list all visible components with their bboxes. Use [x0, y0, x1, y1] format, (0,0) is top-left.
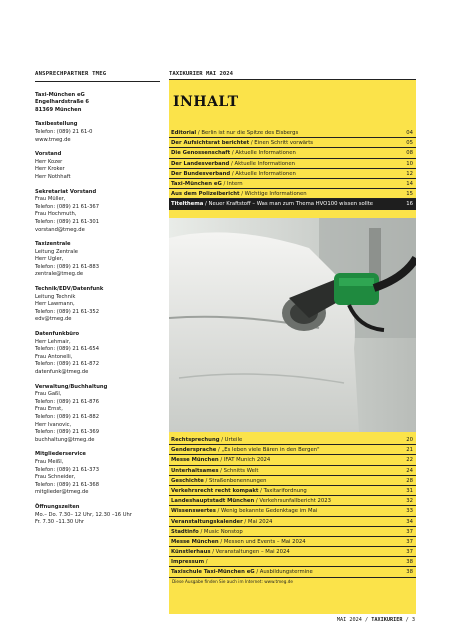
toc-entry[interactable]: [169, 128, 416, 138]
toc-entry[interactable]: [169, 179, 416, 189]
contact-line: Herr Nothhaft: [35, 173, 71, 180]
contact-block: [35, 384, 160, 445]
toc-entry-page: 38: [406, 559, 413, 566]
toc-bottom-panel: [169, 432, 416, 614]
contacts-header: ANSPRECHPARTNER TMEG: [35, 71, 160, 82]
toc-entry-page: 08: [406, 150, 413, 157]
contact-block-title: Öffnungszeiten: [35, 503, 80, 510]
toc-entry-page: 10: [406, 160, 413, 167]
contact-line: buchhaltung@tmeg.de: [35, 436, 95, 443]
contact-line: Herr Lehmair,: [35, 338, 71, 345]
footer-magazine: TAXIKURIER: [371, 617, 403, 623]
toc-title: INHALT: [173, 94, 239, 110]
toc-entry-topic: / Verkehrsunfallbericht 2023: [254, 498, 331, 505]
toc-entry[interactable]: [169, 199, 416, 209]
contact-line: Fr. 7.30 –11.30 Uhr: [35, 519, 85, 526]
toc-entry-page: 14: [406, 180, 413, 187]
contact-block-title: Verwaltung/Buchhaltung: [35, 383, 108, 390]
toc-entry-section: Aus dem Polizeibericht: [171, 191, 240, 198]
toc-entry-topic: / Taxitarifordnung: [258, 487, 307, 494]
contact-block-title: Vorstand: [35, 151, 62, 158]
toc-entry-section: Messe München: [171, 538, 219, 545]
toc-entry-topic: / Wenig bekannte Gedenktage im Mai: [215, 508, 318, 515]
toc-entry-title: [171, 455, 270, 464]
page-footer: [337, 617, 415, 623]
contact-block-title: Taxibestellung: [35, 121, 78, 128]
contact-line: datenfunk@tmeg.de: [35, 369, 89, 375]
contact-line: Frau Hochmuth,: [35, 211, 77, 218]
toc-entry-topic: / Mai 2024: [242, 518, 273, 525]
toc-entry-page: 37: [406, 538, 413, 545]
toc-entry-topic: / Wichtige Informationen: [239, 191, 307, 198]
toc-entry-topic: / Music Nonstop: [198, 528, 243, 535]
toc-top-panel: [169, 80, 416, 218]
contact-line: Frau Schneider,: [35, 474, 76, 481]
toc-entry-section: Taxischule Taxi-München eG: [171, 569, 255, 576]
toc-entry-section: Impressum: [171, 559, 205, 566]
toc-entry-page: 37: [406, 528, 413, 535]
toc-entry-title: [171, 476, 266, 485]
contact-line: Herr Ugler,: [35, 256, 64, 263]
toc-entry[interactable]: [169, 506, 416, 516]
toc-entry-section: Die Genossenschaft: [171, 150, 231, 157]
toc-entry-title: [171, 557, 208, 566]
toc-entry-topic: / Aktuelle Informationen: [230, 170, 296, 177]
toc-entry-title: [171, 169, 296, 178]
toc-entry-topic: / „Es leben viele Bären in den Bergen": [216, 447, 320, 454]
toc-entry-topic: / Aktuelle Informationen: [230, 150, 296, 157]
toc-entry-section: Der Aufsichtsrat berichtet: [171, 140, 250, 147]
toc-entry-section: Unterhaltsames: [171, 467, 219, 474]
toc-entry-title: [171, 189, 307, 198]
toc-entry-section: Wissenswertes: [171, 508, 216, 515]
toc-entry-page: 20: [406, 437, 413, 443]
address-block: [35, 92, 160, 115]
contact-line: Leitung Technik: [35, 293, 76, 300]
contact-block-title: Datenfunkbüro: [35, 331, 80, 338]
toc-entry-title: [171, 199, 373, 209]
toc-entry[interactable]: [169, 466, 416, 476]
fuel-nozzle-image: [169, 218, 416, 432]
toc-top-list: [169, 128, 416, 210]
toc-entry-page: 32: [406, 498, 413, 505]
toc-entry-page: 33: [406, 508, 413, 515]
toc-entry-topic: / Urteile: [219, 437, 243, 443]
footer-page: / 3: [402, 617, 415, 623]
toc-entry-page: 38: [406, 569, 413, 576]
toc-entry-section: Geschichte: [171, 477, 204, 484]
contact-line: zentrale@tmeg.de: [35, 271, 84, 278]
contact-line: Mo.– Do. 7.30– 12 Uhr, 12.30 –16 Uhr: [35, 511, 132, 518]
toc-entry-title: [171, 128, 298, 137]
toc-entry-section: Landeshauptstadt München: [171, 498, 255, 505]
toc-entry[interactable]: [169, 148, 416, 158]
contact-line: Telefon: (089) 21 61-352: [35, 308, 100, 315]
toc-entry[interactable]: [169, 189, 416, 199]
toc-entry-page: 16: [406, 201, 413, 208]
toc-entry-title: [171, 496, 331, 505]
cover-photo-fuel-nozzle: [169, 218, 416, 432]
contacts-column: [35, 71, 160, 534]
toc-entry-title: [171, 486, 307, 495]
toc-entry[interactable]: [169, 169, 416, 179]
contact-line: vorstand@tmeg.de: [35, 226, 85, 233]
toc-entry-topic: / Berlin ist nur die Spitze des Eisbergs: [196, 130, 299, 136]
contact-line: www.tmeg.de: [35, 136, 71, 143]
address-line: Engelhardstraße 6: [35, 99, 90, 106]
toc-entry-title: [171, 445, 320, 454]
toc-entry[interactable]: [169, 159, 416, 169]
toc-entry-topic: / Intern: [221, 180, 243, 187]
toc-entry-title: [171, 527, 243, 536]
toc-entry-topic: / Straßenbenennungen: [203, 477, 267, 484]
toc-entry-title: [171, 148, 296, 157]
toc-entry[interactable]: [169, 138, 416, 148]
toc-entry-title: [171, 159, 295, 168]
contact-line: Herr Kozer: [35, 158, 63, 165]
toc-entry-page: 31: [406, 487, 413, 494]
toc-entry-page: 15: [406, 191, 413, 198]
toc-entry-topic: /: [204, 559, 208, 566]
toc-entry-section: Der Bundesverband: [171, 170, 231, 177]
contact-block: [35, 504, 160, 527]
toc-entry-page: 04: [406, 130, 413, 136]
contact-line: Frau Müller,: [35, 196, 66, 203]
contact-line: Telefon: (089) 21 61-883: [35, 263, 100, 270]
contact-block-title: Technik/EDV/Datenfunk: [35, 286, 104, 293]
toc-entry-title: [171, 435, 242, 444]
toc-entry-title: [171, 138, 313, 147]
toc-entry-title: [171, 179, 243, 188]
web-note: Diese Ausgabe finden Sie auch im Internet: www.tmeg.de: [172, 579, 293, 584]
toc-entry-topic: / Neuer Kraftstoff – Was man zum Thema HVO100 wissen sollte: [203, 201, 374, 208]
toc-entry-section: Gendersprache: [171, 447, 217, 454]
toc-header: TAXIKURIER MAI 2024: [169, 71, 416, 80]
toc-entry[interactable]: [169, 486, 416, 496]
contact-line: Herr Ivanovic,: [35, 421, 72, 428]
contact-line: Herr Lawmann,: [35, 301, 75, 308]
contact-line: Frau Antonelli,: [35, 353, 73, 360]
toc-entry[interactable]: [169, 517, 416, 527]
toc-entry-section: Titelthema: [171, 201, 204, 208]
toc-entry-section: Der Landesverband: [171, 160, 230, 167]
toc-entry-page: 37: [406, 549, 413, 556]
contact-block: [35, 121, 160, 144]
contact-block: [35, 286, 160, 324]
toc-entry-title: [171, 567, 313, 576]
toc-entry-title: [171, 466, 258, 475]
contact-line: Telefon: (089) 21 61-301: [35, 218, 100, 225]
toc-entry[interactable]: [169, 527, 416, 537]
toc-entry-section: Taxi-München eG: [171, 180, 222, 187]
toc-column: [169, 71, 416, 80]
toc-entry-page: 05: [406, 140, 413, 147]
toc-entry-section: Verkehrsrecht recht kompakt: [171, 487, 259, 494]
toc-entry-topic: / Ausbildungstermine: [254, 569, 313, 576]
toc-entry-page: 24: [406, 467, 413, 474]
contact-block: [35, 151, 160, 181]
toc-entry[interactable]: [169, 435, 416, 445]
toc-entry-page: 22: [406, 457, 413, 464]
footer-issue: MAI 2024 /: [336, 617, 372, 623]
toc-entry-section: Rechtsprechung: [171, 437, 220, 443]
toc-entry-section: Editorial: [171, 130, 197, 136]
toc-entry-topic: / Aktuelle Informationen: [229, 160, 295, 167]
address-line: 81369 München: [35, 106, 82, 113]
contact-block-title: Sekretariat Vorstand: [35, 188, 97, 195]
contact-block-title: Taxizentrale: [35, 241, 71, 248]
contact-block: [35, 241, 160, 279]
toc-entry[interactable]: [169, 496, 416, 506]
contact-line: mitglieder@tmeg.de: [35, 489, 89, 496]
toc-entry[interactable]: [169, 547, 416, 557]
contact-line: Frau Gaßl,: [35, 391, 62, 398]
contact-line: edv@tmeg.de: [35, 316, 72, 323]
contact-line: Telefon: (089) 21 61-876: [35, 398, 100, 405]
toc-entry-title: [171, 517, 272, 526]
toc-entry-topic: / Veranstaltungen – Mai 2024: [210, 549, 290, 556]
toc-entry-topic: / IFAT Munich 2024: [218, 457, 271, 464]
toc-entry-section: Veranstaltungskalender: [171, 518, 243, 525]
contact-line: Telefon: (089) 21 61-882: [35, 413, 100, 420]
toc-entry-title: [171, 547, 290, 556]
toc-entry[interactable]: [169, 455, 416, 465]
contact-block: [35, 189, 160, 235]
toc-bottom-list: [169, 435, 416, 578]
contact-line: Telefon: (089) 21 61-367: [35, 203, 100, 210]
contact-line: Frau Ernst,: [35, 406, 63, 413]
contact-line: Telefon: (089) 21 61-0: [35, 128, 93, 135]
contact-block-title: Mitgliederservice: [35, 451, 86, 458]
contact-line: Telefon: (089) 21 61-368: [35, 481, 100, 488]
toc-entry-page: 21: [406, 447, 413, 454]
contact-line: Herr Kroker: [35, 166, 65, 173]
contact-line: Telefon: (089) 21 61-872: [35, 361, 100, 368]
toc-entry-title: [171, 506, 317, 515]
toc-entry[interactable]: [169, 476, 416, 486]
toc-entry[interactable]: [169, 537, 416, 547]
contact-block: [35, 451, 160, 497]
toc-entry-page: 28: [406, 477, 413, 484]
toc-entry[interactable]: [169, 445, 416, 455]
toc-entry-section: Künstlerhaus: [171, 549, 211, 556]
toc-entry-topic: / Messen und Events – Mai 2024: [218, 538, 306, 545]
contact-line: Telefon: (089) 21 61-373: [35, 466, 100, 473]
contact-line: Frau Meißl,: [35, 458, 64, 465]
contact-line: Telefon: (089) 21 61-654: [35, 346, 100, 353]
toc-entry[interactable]: [169, 557, 416, 567]
toc-entry-topic: / Einen Schritt vorwärts: [249, 140, 314, 147]
toc-entry-title: [171, 537, 306, 546]
toc-entry-section: Stadtinfo: [171, 528, 199, 535]
toc-entry-section: Messe München: [171, 457, 219, 464]
toc-entry-page: 34: [406, 518, 413, 525]
contact-blocks: [35, 121, 160, 526]
contact-block: [35, 331, 160, 377]
address-line: Taxi-München eG: [35, 91, 85, 98]
contact-line: Leitung Zentrale: [35, 248, 78, 255]
contact-line: Telefon: (089) 21 61-369: [35, 429, 100, 436]
toc-entry[interactable]: [169, 567, 416, 577]
toc-entry-topic: / Schnitts Welt: [218, 467, 259, 474]
toc-entry-page: 12: [406, 170, 413, 177]
